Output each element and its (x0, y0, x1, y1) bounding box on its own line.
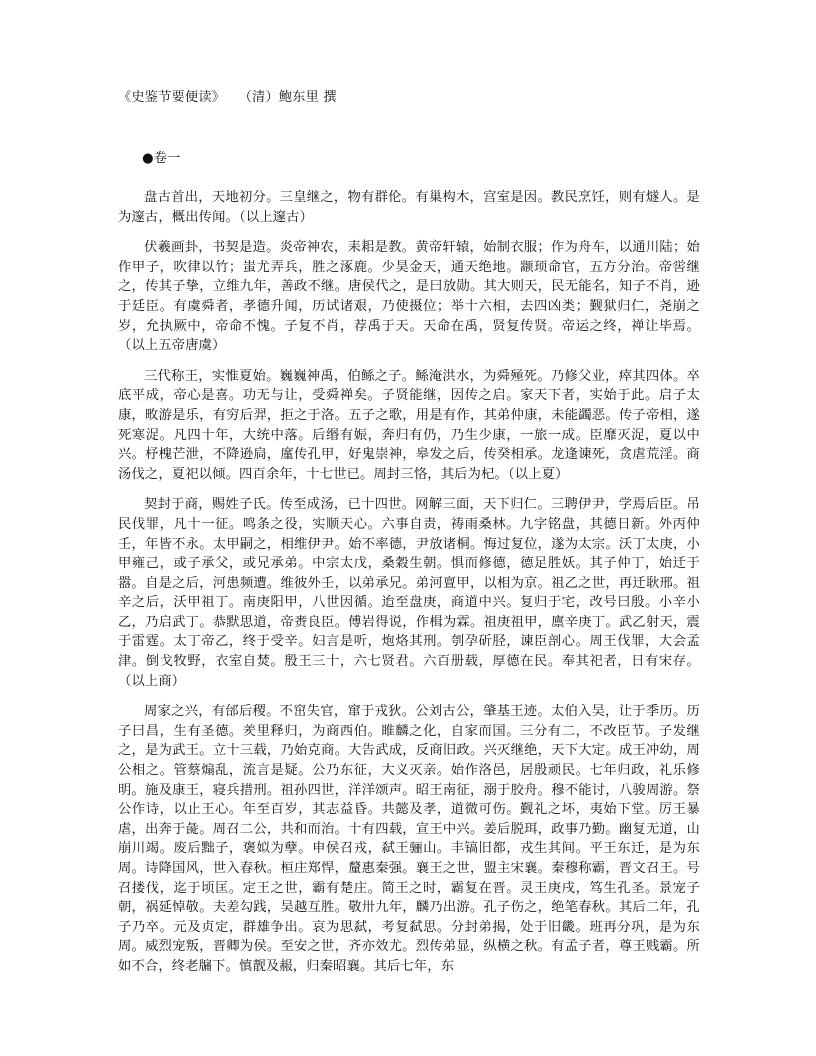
document-title-line: 《史鉴节要便读》 （清）鲍东里 撰 (118, 90, 337, 105)
paragraph: 三代称王，实惟夏始。巍巍神禹，伯鲧之子。鲧淹洪水，为舜殛死。乃修父业，瘁其四体。卒底平成，帝心是喜。功无与让，受舜禅矣。子贤能继，因传之启。家天下者，实始于此。启子太康，畋游是乐，有穷后羿，拒之于洛。五子之歌，用是有作，其弟仲康，未能蠲恶。传子帝相，遂死寒浞。凡四十年，大统中落。后缗有娠，奔归有仍，乃生少康，一旅一成。臣靡灭浞，夏以中兴。杼槐芒泄，不降逊扃，廑传孔甲，好鬼崇神，皋发之后，传癸相承。龙逢谏死，贪虐荒淫。商汤伐之，夏祀以倾。四百余年，十七世已。周封三恪，其后为杞。（以上夏） (118, 368, 700, 482)
title-spacer (118, 108, 700, 149)
paragraph: 伏羲画卦，书契是造。炎帝神农，耒耜是教。黄帝轩辕，始制衣服；作为舟车，以通川陆；始作甲子，吹律以竹；蚩尤弄兵，胜之涿鹿。少昊金天，通天绝地。颛顼命官，五方分治。帝喾继之，传其子挚，立维九年，善政不继。唐侯代之，是曰放勋。其大则天，民无能名，知子不肖，逊于廷臣。有虞舜者，孝德升闻，历试诸艰，乃使摄位；举十六相，去四凶类；觐狱归仁，尧崩之岁，允执厥中，帝命不愧。子复不肖，荐禹于天。天命在禹，贤复传贤。帝运之终，禅让毕焉。（以上五帝唐虞） (118, 240, 700, 354)
paragraph: 周家之兴，有邰后稷。不窋失官，窜于戎狄。公刘古公，肇基王迹。太伯入吴，让于季历。历子曰昌，生有圣德。羑里释归，为商西伯。睢麟之化，自家而国。三分有二，不改臣节。子发继之，是为武王。立十三载，乃始克商。大告武成，反商旧政。兴灭继绝，天下大定。成王冲幼，周公相之。管蔡煽乱，流言是疑。公乃东征，大义灭亲。始作洛邑，居殷顽民。七年归政，礼乐修明。施及康王，寝兵措刑。祖孙四世，洋洋颂声。昭王南征，溺于胶舟。穆不能讨，八骏周游。祭公作诗，以止王心。年至百岁，其志益昏。共懿及孝，道微可伤。觐礼之坏，夷始下堂。厉王暴虐，出奔于彘。周召二公，共和而治。十有四载，宣王中兴。姜后脱珥，政事乃勤。幽复无道，山崩川竭。废后黜子，褒姒为孽。申侯召戎，弑王骊山。丰镐旧都，戎生其间。平王东迁，是为东周。诗降国风，世入春秋。桓庄郑悍，釐惠秦强。襄王之世，盟主宋襄。秦穆称霸，晋文召王。号召搂伐，迄于顷匡。定王之世，霸有楚庄。简王之时，霸复在晋。灵王庚戌，笃生孔圣。景宠子朝，祸延悼敬。夫差勾践，吴越互胜。敬卅九年，麟乃出游。孔子伤之，绝笔春秋。其后二年，孔子乃卒。元及贞定，群雄争出。哀为思弑，考复弑思。分封弟揭，处于旧畿。班再分巩，是为东周。威烈宠叛，晋卿为侯。至安之世，齐亦效尤。烈传弟显，纵横之秋。有孟子者，尊王贱霸。所如不合，终老牖下。慎靓及赧，归秦昭襄。其后七年，东 (118, 704, 700, 974)
paragraph: 契封于商，赐姓子氏。传至成汤，已十四世。网解三面，天下归仁。三聘伊尹，学焉后臣。吊民伐罪，凡十一征。鸣条之役，实顺天心。六事自责，祷雨桑林。九字铭盘，其德日新。外丙仲壬，年皆不永。太甲嗣之，相维伊尹。始不率德，尹放诸桐。悔过复位，遂为太宗。沃丁太庚，小甲雍己，或子承父，或兄承弟。中宗太戊，桑穀生朝。惧而修德，德足胜妖。其子仲丁，始迁于嚣。自是之后，河患频遭。维彼外壬，以弟承兄。弟河亶甲，以相为京。祖乙之世，再迁耿邢。祖辛之后，沃甲祖丁。南庚阳甲，八世因循。迨至盘庚，商道中兴。复归于宅，改号曰殷。小辛小乙，乃启武丁。恭默思道，帝赉良臣。傅岩得说，作楫为霖。祖庚祖甲，廪辛庚丁。武乙射天，震于雷霆。太丁帝乙，终于受辛。妇言是听，炮烙其刑。刳孕斫胫，谏臣剖心。周王伐罪，大会孟津。倒戈牧野，衣室自焚。殷王三十，六七贤君。六百册载，厚德在民。奉其祀者，日有宋存。（以上商） (118, 497, 700, 689)
chapter-spacer (118, 168, 700, 188)
paragraph: 盘古首出，天地初分。三皇继之，物有群伦。有巢构木，宫室是因。教民烹饪，则有燧人。是为邃古，概出传闻。（以上邃古） (118, 190, 700, 225)
document-body (118, 88, 700, 977)
paragraph-list (118, 188, 700, 977)
chapter-heading: ●卷一 (142, 150, 181, 166)
